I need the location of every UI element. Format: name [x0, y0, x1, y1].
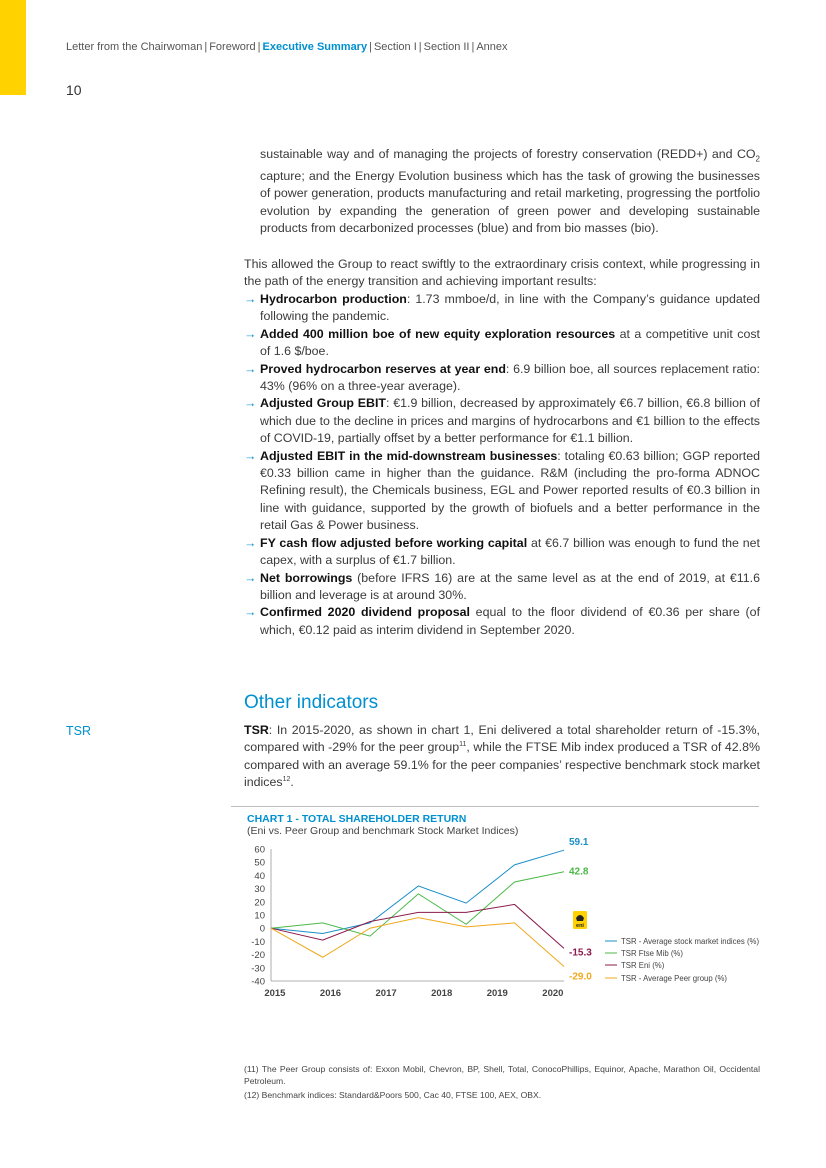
- legend-entry: TSR - Average Peer group (%): [621, 974, 728, 983]
- bullet-text: : €1.9 billion, decreased by approximately €6.7 billion, €6.8 billion of which due to the decline in prices and margins of hydrocarbons and €1 billion to the effects of COVID-19, partially offset by a better performance for €1.1 billion.: [260, 396, 761, 446]
- footnote-ref-11[interactable]: 11: [459, 741, 467, 749]
- chart-title: CHART 1 - TOTAL SHAREHOLDER RETURN: [247, 813, 467, 825]
- y-tick-label: 40: [254, 870, 265, 882]
- bullet-title: Added 400 million boe of new equity exploration resources: [260, 326, 616, 341]
- arrow-right-icon: →: [244, 605, 257, 620]
- bullet-text: : 6.9 billion boe, all sources replacement ratio: 43% (96% on a three-year average).: [260, 361, 760, 394]
- para1-text-cont: capture; and the Energy Evolution business which has the task of growing the businesses of power generation, products manufacturing and retail marketing, progressing the portfolio evolution by expanding the generation of green power and developing sustainable products from decarbonized processes (blue) and from bio masses (bio).: [260, 168, 760, 236]
- result-bullet: [244, 361, 760, 396]
- arrow-right-icon: →: [244, 448, 257, 463]
- tsr-line-chart: [231, 838, 771, 1006]
- arrow-right-icon: →: [244, 292, 257, 306]
- nav-executive-summary[interactable]: Executive Summary: [262, 41, 368, 53]
- tsr-paragraph: [244, 722, 760, 792]
- y-tick-label: -30: [251, 963, 265, 975]
- footnote-12: (12) Benchmark indices: Standard&Poors 500, Cac 40, FTSE 100, AEX, OBX.: [244, 1090, 542, 1100]
- nav-separator: |: [204, 41, 208, 53]
- legend-entry: TSR Eni (%): [621, 961, 665, 970]
- nav-separator: |: [471, 41, 475, 53]
- results-intro-paragraph: This allowed the Group to react swiftly to the extraordinary crisis context, while progressing in the path of the energy transition and achieving important results:: [244, 257, 760, 289]
- bullet-title: Hydrocarbon production: [260, 292, 407, 306]
- breadcrumb: [66, 41, 508, 53]
- result-bullet: [244, 570, 760, 605]
- result-bullet: [244, 604, 760, 639]
- tsr-text: : In 2015-2020, as shown in chart 1, Eni delivered a total shareholder return of -15.3%, compared with -29% for the peer group: [244, 723, 760, 755]
- x-tick-label: 2018: [431, 988, 453, 999]
- legend-entry: TSR Ftse Mib (%): [621, 949, 683, 958]
- chart-divider: [231, 806, 759, 807]
- eni-logo-text: eni: [576, 923, 584, 929]
- legend-entry: TSR - Average stock market indices (%): [621, 937, 760, 946]
- bullet-title: Adjusted Group EBIT: [260, 396, 386, 411]
- co2-subscript: 2: [755, 154, 760, 164]
- nav-annex[interactable]: Annex: [476, 41, 508, 53]
- series-line: [271, 918, 564, 967]
- arrow-right-icon: →: [244, 326, 257, 341]
- chart-subtitle: (Eni vs. Peer Group and benchmark Stock Market Indices): [247, 825, 519, 837]
- result-bullet: [244, 326, 760, 361]
- arrow-right-icon: →: [244, 361, 257, 376]
- y-tick-label: 0: [259, 923, 265, 935]
- footnote-11: (11) The Peer Group consists of: Exxon Mobil, Chevron, BP, Shell, Total, ConocoPhillips, Equinor, Apache, Marathon Oil, Occidental Petroleum.: [244, 1064, 760, 1086]
- series-end-label: -29.0: [569, 971, 592, 983]
- nav-separator: |: [369, 41, 372, 53]
- result-bullet: [244, 395, 760, 447]
- series-end-label: 59.1: [569, 838, 589, 849]
- y-tick-label: 60: [254, 844, 265, 856]
- nav-separator: |: [418, 41, 422, 53]
- y-tick-label: -20: [251, 950, 265, 962]
- x-tick-label: 2019: [486, 988, 508, 999]
- para1-text: sustainable way and of managing the projects of forestry conservation (REDD+) and CO: [260, 147, 756, 161]
- nav-separator: |: [257, 41, 261, 53]
- footnote-ref-12[interactable]: 12: [282, 776, 291, 784]
- series-line: [271, 850, 564, 933]
- bullet-text: at €6.7 billion was enough to fund the net capex, with a surplus of €1.7 billion.: [260, 535, 760, 568]
- page-number: 10: [66, 82, 82, 98]
- bullet-text: : 1.73 mmboe/d, in line with the Company’s guidance updated following the pandemic.: [260, 292, 760, 324]
- bullet-text: : totaling €0.63 billion; GGP reported €0.33 billion came in higher than the guidance. R&M (including the pro-forma ADNOC Refining result), the Chemicals business, EGL and Power reported results of €0.3 billion in line with guidance, supported by the growth of biofuels and a better performance in the retail Gas & Power business.: [260, 448, 760, 533]
- result-bullet: [244, 535, 760, 570]
- tsr-bold: TSR: [244, 723, 269, 737]
- arrow-right-icon: →: [244, 535, 257, 550]
- y-tick-label: -40: [251, 976, 265, 988]
- bullet-title: FY cash flow adjusted before working capital: [260, 535, 528, 550]
- series-end-label: 42.8: [569, 866, 589, 878]
- result-bullet: [244, 448, 760, 535]
- section-heading: Other indicators: [244, 692, 379, 713]
- y-tick-label: 30: [254, 884, 265, 896]
- y-tick-label: 20: [254, 897, 265, 909]
- result-bullet: [244, 291, 760, 326]
- arrow-right-icon: →: [244, 570, 257, 585]
- x-tick-label: 2017: [375, 988, 397, 999]
- nav-section-ii[interactable]: Section II: [423, 41, 470, 53]
- arrow-right-icon: →: [244, 396, 257, 411]
- section-color-tab: [0, 0, 26, 95]
- tsr-text-end: .: [290, 775, 294, 790]
- series-line: [271, 872, 564, 936]
- bullet-text: equal to the floor dividend of €0.36 per share (of which, €0.12 paid as interim dividend in September 2020.: [260, 605, 761, 637]
- y-tick-label: 10: [254, 910, 265, 922]
- series-line: [271, 904, 564, 948]
- bullet-text: (before IFRS 16) are at the same level as at the end of 2019, at €11.6 billion and leverage is at around 30%.: [260, 570, 760, 602]
- bullet-text: at a competitive unit cost of 1.6 $/boe.: [260, 326, 760, 359]
- side-label: TSR: [66, 724, 91, 738]
- bullet-title: Confirmed 2020 dividend proposal: [260, 605, 470, 620]
- y-tick-label: 50: [254, 857, 265, 869]
- nav-section-i[interactable]: Section I: [373, 41, 417, 53]
- bullet-title: Net borrowings: [260, 570, 353, 585]
- y-tick-label: -10: [251, 936, 265, 948]
- x-tick-label: 2020: [542, 988, 564, 999]
- tsr-text-cont: , while the FTSE Mib index produced a TSR of 42.8% compared with an average 59.1% for the peer companies’ respective benchmark stock market indices: [244, 740, 760, 790]
- intro-paragraph: [260, 146, 760, 238]
- bullet-title: Adjusted EBIT in the mid-downstream businesses: [260, 448, 558, 463]
- x-tick-label: 2016: [319, 988, 342, 999]
- bullet-title: Proved hydrocarbon reserves at year end: [260, 361, 506, 376]
- nav-letter-chairwoman[interactable]: Letter from the Chairwoman: [66, 41, 203, 53]
- x-tick-label: 2015: [264, 988, 286, 999]
- results-list: [244, 291, 760, 639]
- nav-foreword[interactable]: Foreword: [209, 41, 256, 53]
- series-end-label: -15.3: [569, 947, 592, 959]
